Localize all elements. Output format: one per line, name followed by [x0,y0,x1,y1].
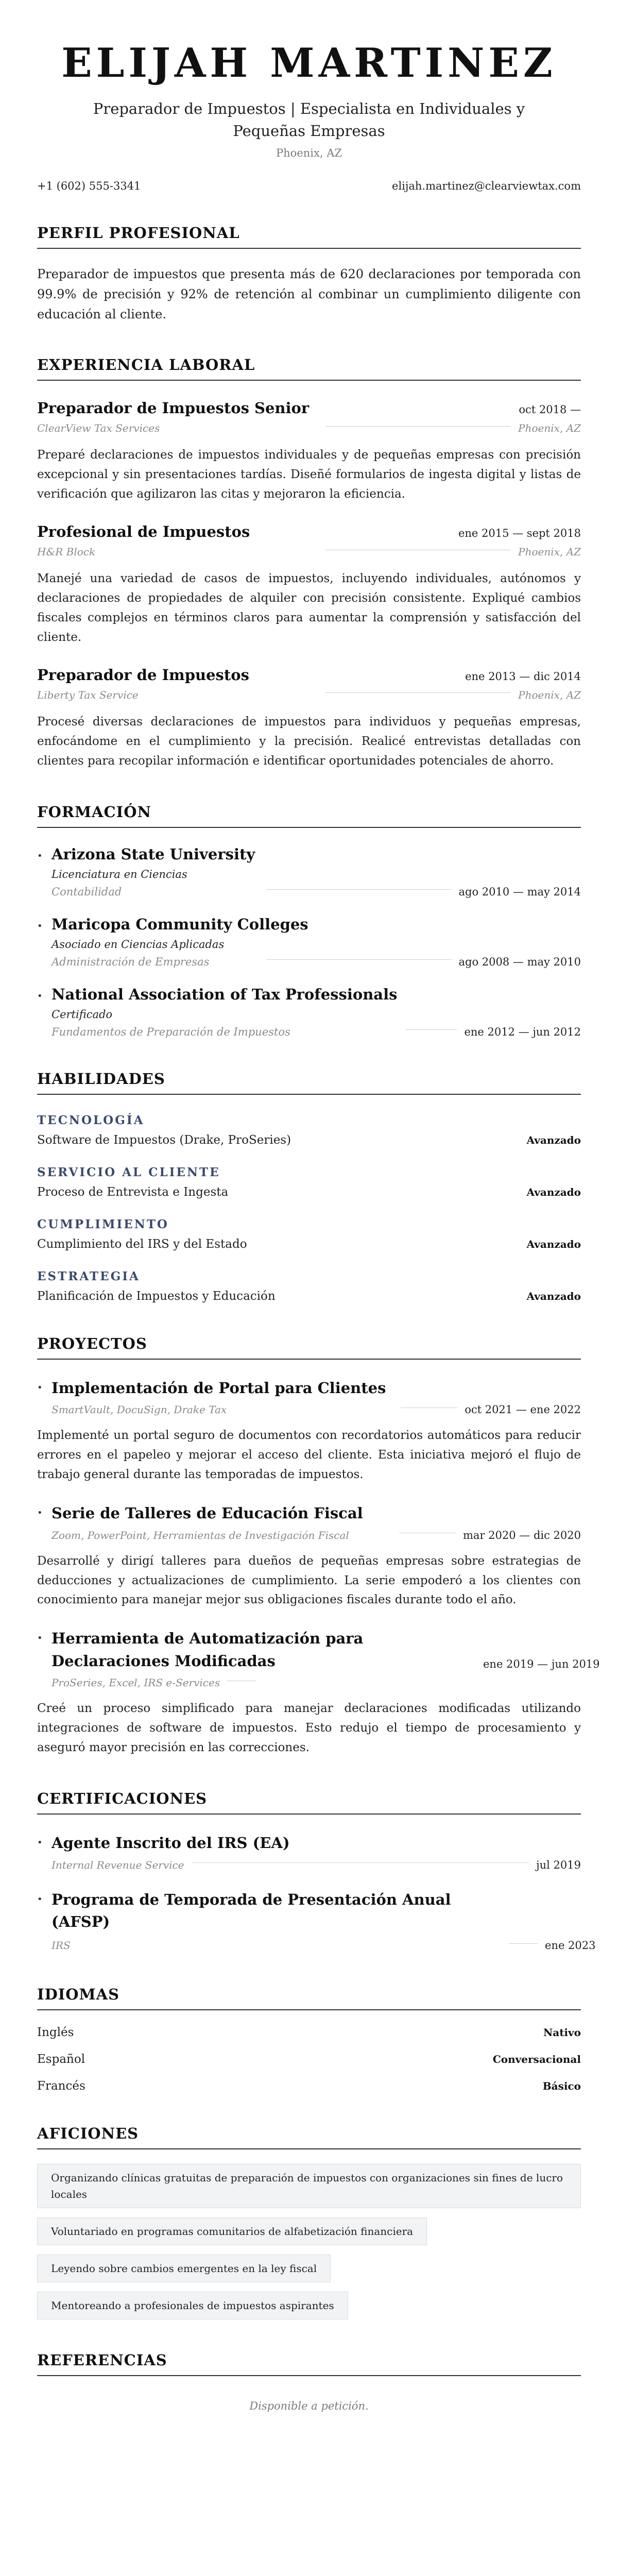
bullet-icon: • [37,990,43,1002]
job-entry [37,399,581,504]
section-title: AFICIONES [37,2125,581,2149]
leader-line [325,426,511,427]
job-company: ClearView Tax Services [37,422,160,435]
certification-title: Agente Inscrito del IRS (EA) [52,1834,290,1852]
projects-section [37,1334,600,1758]
section-title: EXPERIENCIA LABORAL [37,356,581,381]
skill-name: Cumplimiento del IRS y del Estado [37,1237,247,1251]
job-dates: oct 2018 — [519,403,581,416]
bullet-icon: • [37,1507,43,1519]
certification-issuer: IRS [52,1939,71,1952]
section-title: CERTIFICACIONES [37,1790,581,1815]
education-dates: ago 2008 — may 2010 [458,955,581,968]
degree: Licenciatura en Ciencias [52,868,187,880]
references-section [37,2351,581,2453]
skill-level: Avanzado [526,1185,581,1198]
project-dates: ene 2019 — jun 2019 [483,1657,600,1670]
skill-group [37,1217,581,1251]
skill-name: Software de Impuestos (Drake, ProSeries) [37,1133,291,1147]
bullet-icon: • [37,1633,43,1644]
language-name: Inglés [37,2026,74,2040]
certification-issuer: Internal Revenue Service [52,1858,184,1871]
language-level: Conversacional [492,2053,581,2066]
certification-entry [37,1832,581,1871]
email: elijah.martinez@clearviewtax.com [392,179,581,192]
skill-group [37,1269,581,1303]
contact-row [37,180,581,192]
education-entry [37,916,581,968]
field-of-study: Fundamentos de Preparación de Impuestos [52,1025,290,1038]
job-title: Preparador de Impuestos Senior [37,399,310,417]
location: Phoenix, AZ [276,146,342,159]
education-dates: ago 2010 — may 2014 [458,885,581,898]
project-entry [37,1502,581,1610]
job-description: Preparé declaraciones de impuestos individuales y de pequeñas empresas con precisión excepcional y sin presentaciones tardías. Diseñé formularios de ingesta digital y listas de verificación que agilizaron las citas y mejoraron la eficiencia. [37,448,581,501]
job-description: Manejé una variedad de casos de impuestos, incluyendo individuales, autónomos y declaraciones de propiedades de alquiler con precisión consistente. Expliqué cambios fiscales complejos en términos claros para aumentar la comprensión y satisfacción del cliente. [37,572,581,645]
skill-level: Avanzado [526,1238,581,1250]
project-description: Desarrollé y dirigí talleres para dueños de pequeñas empresas sobre estrategias de deducciones y actualizaciones de cumplimiento. La serie empoderó a los clientes con conocimiento para manejar mejor sus obligaciones fiscales durante todo el año. [37,1554,581,1607]
leader-line [266,889,452,890]
project-entry [37,1628,600,1758]
certifications-section [37,1790,596,1954]
job-title: Preparador de Impuestos [37,666,249,684]
project-tech: Zoom, PowerPoint, Herramientas de Investigación Fiscal [52,1529,349,1541]
leader-line [509,1943,538,1944]
bullet-icon: • [37,1382,43,1393]
skills-section [37,1070,581,1303]
bullet-icon: • [37,920,43,931]
education-dates: ene 2012 — jun 2012 [464,1025,581,1038]
headline: Preparador de Impuestos | Especialista en Individuales y Pequeñas Empresas [93,99,525,140]
project-description: Implementé un portal seguro de documentos con recordatorios automáticos para reducir errores en el papeleo y mejorar el acceso del cliente. Esta iniciativa mejoró el flujo de trabajo general durante las temporadas de impuestos. [37,1429,581,1482]
job-dates: ene 2013 — dic 2014 [465,670,581,683]
experience-section [37,356,581,771]
project-title: Serie de Talleres de Educación Fiscal [52,1504,363,1522]
job-company: Liberty Tax Service [37,688,139,701]
language-row [37,2079,581,2093]
section-title: PERFIL PROFESIONAL [37,224,581,249]
certification-title: Programa de Temporada de Presentación Anual (AFSP) [52,1890,451,1931]
school-name: Maricopa Community Colleges [52,915,308,933]
language-row [37,2026,581,2039]
skill-group [37,1165,581,1199]
education-entry [37,986,581,1038]
project-description: Creé un proceso simplificado para manejar declaraciones modificadas utilizando integraciones de software de impuestos. Esto redujo el tiempo de procesamiento y aseguró mayor precisión en las correcciones. [37,1702,581,1755]
section-title: IDIOMAS [37,1986,581,2010]
certification-date: ene 2023 [545,1939,596,1952]
skill-category: ESTRATEGIA [37,1269,140,1283]
job-location: Phoenix, AZ [518,422,581,435]
profile-section [37,224,581,325]
skill-level: Avanzado [526,1133,581,1146]
skill-name: Planificación de Impuestos y Educación [37,1289,276,1303]
languages-section [37,1986,581,2093]
skill-category: CUMPLIMIENTO [37,1217,169,1231]
job-company: H&R Block [37,546,96,558]
phone: +1 (602) 555-3341 [37,179,141,192]
hobby-tag: Voluntariado en programas comunitarios de alfabetización financiera [37,2217,427,2245]
section-title: PROYECTOS [37,1335,581,1360]
project-tech: ProSeries, Excel, IRS e-Services [52,1676,220,1689]
skill-category: TECNOLOGÍA [37,1113,145,1127]
leader-line [192,1862,529,1863]
project-dates: oct 2021 — ene 2022 [465,1403,581,1416]
section-title: FORMACIÓN [37,803,581,828]
language-row [37,2053,581,2066]
project-tech: SmartVault, DocuSign, Drake Tax [52,1403,227,1416]
hobbies-section [37,2125,581,2319]
hobby-tag: Leyendo sobre cambios emergentes en la ley fiscal [37,2255,331,2282]
education-section [37,803,581,1038]
leader-line [266,959,452,960]
bullet-icon: • [37,1837,43,1849]
leader-line [405,1029,457,1030]
project-title: Implementación de Portal para Clientes [52,1379,386,1397]
section-title: REFERENCIAS [37,2351,581,2376]
skill-level: Avanzado [526,1290,581,1302]
language-name: Francés [37,2079,85,2093]
resume-header [37,41,581,192]
job-entry [37,523,581,648]
certification-date: jul 2019 [536,1858,581,1871]
job-dates: ene 2015 — sept 2018 [458,527,581,540]
certification-entry [37,1889,596,1954]
references-text: Disponible a petición. [249,2400,369,2413]
job-location: Phoenix, AZ [518,688,581,701]
school-name: Arizona State University [52,845,255,863]
job-title: Profesional de Impuestos [37,523,250,541]
profile-summary: Preparador de impuestos que presenta más de 620 declaraciones por temporada con 99.9% de precisión y 92% de retención al combinar un cumplimiento diligente con educación al cliente. [37,266,581,321]
bullet-icon: • [37,1893,43,1905]
hobby-tag: Organizando clínicas gratuitas de preparación de impuestos con organizaciones sin fines de lucro locales [37,2164,581,2208]
skill-name: Proceso de Entrevista e Ingesta [37,1185,229,1199]
education-entry [37,845,581,898]
field-of-study: Administración de Empresas [52,955,210,968]
school-name: National Association of Tax Professionals [52,985,398,1003]
skill-group [37,1113,581,1147]
project-title: Herramienta de Automatización para Declaraciones Modificadas [52,1630,364,1670]
language-level: Básico [542,2080,581,2093]
job-location: Phoenix, AZ [518,546,581,558]
hobby-tag: Mentoreando a profesionales de impuestos aspirantes [37,2292,348,2319]
project-entry [37,1377,581,1485]
language-level: Nativo [543,2026,581,2039]
degree: Certificado [52,1008,113,1021]
skill-category: SERVICIO AL CLIENTE [37,1165,220,1179]
language-name: Español [37,2053,85,2066]
degree: Asociado en Ciencias Aplicadas [52,938,225,951]
job-description: Procesé diversas declaraciones de impuestos para individuos y pequeñas empresas, enfocándome en el cumplimiento y la precisión. Realicé entrevistas detalladas con clientes para recopilar información e identificar oportunidades potenciales de ahorro. [37,715,581,768]
project-dates: mar 2020 — dic 2020 [463,1529,581,1541]
field-of-study: Contabilidad [52,885,122,898]
candidate-name: ELIJAH MARTINEZ [61,40,557,87]
bullet-icon: • [37,850,43,861]
section-title: HABILIDADES [37,1070,581,1095]
leader-line [325,692,511,693]
job-entry [37,666,581,771]
